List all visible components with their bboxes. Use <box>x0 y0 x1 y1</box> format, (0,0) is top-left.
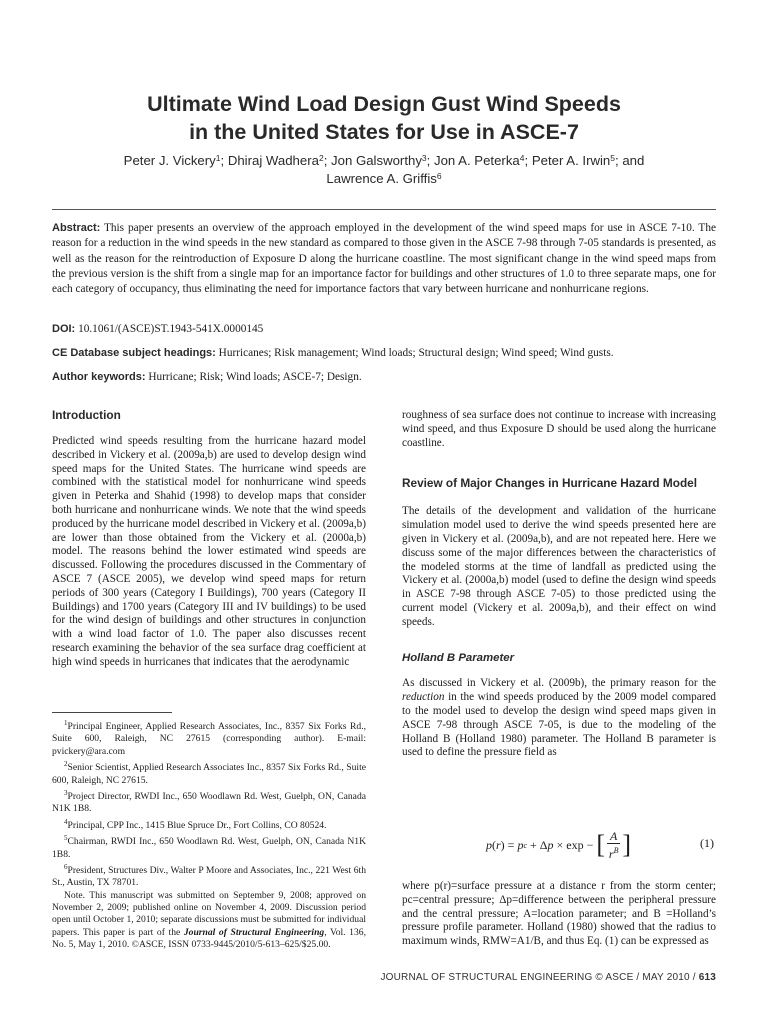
abstract-text: This paper presents an overview of the approach employed in the development of the wind speed maps for use in ASCE 7-10. The reason for a reduction in the wind speeds in the new standard as compared to those given in the ASCE 7-98 through 7-05 standards is presented, as well as the reason for the reintroduction of Exposure D along the hurricane coastline. The most significant change in the wind speed maps from the previous version is the shift from a single map for an importance factor for buildings and other structures of 1.0 to three separate maps, one for each category of occupancy, thus eliminating the need for importance factors that vary between hurricane and nonhurricane regions. <box>52 222 716 296</box>
author: Peter A. Irwin$^5$; and <box>531 153 645 168</box>
right-column <box>402 409 716 760</box>
paper-title <box>0 90 768 146</box>
footnote: $^4$Principal, CPP Inc., 1415 Blue Spruce Dr., Fort Collins, CO 80524. <box>64 817 327 831</box>
continued-paragraph: roughness of sea surface does not continue to increase with increasing wind speed, and thus Exposure D should be used along the hurricane coastline. <box>402 409 716 449</box>
author: Jon A. Peterka$^4$; <box>433 153 532 168</box>
footnote: $^2$Senior Scientist, Applied Research Associates Inc., 8357 Six Forks Rd., Suite 600, Raleigh, NC 27615. <box>52 760 366 786</box>
section-heading-review: Review of Major Changes in Hurricane Hazard Model <box>402 476 697 491</box>
journal-name: Journal of Structural Engineering <box>183 926 325 938</box>
footnote-divider <box>52 712 172 713</box>
subject-headings-text: Hurricanes; Risk management; Wind loads; Structural design; Wind speed; Wind gusts. <box>218 347 614 359</box>
left-column <box>52 408 366 670</box>
holland-paragraph: As discussed in Vickery et al. (2009b), the primary reason for the reduction in the wind speeds produced by the 2009 model compared to the model used to develop the design wind speed maps given in ASCE 7-98 through ASCE 7-05, is due to the modeling of the Holland B (Holland 1980) parameter. The Holland B parameter is used to define the pressure field as <box>402 677 717 759</box>
footnote: $^6$President, Structures Div., Walter P Moore and Associates, Inc., 221 West 6th St., Austin, TX 78701. <box>52 862 366 889</box>
review-paragraph: The details of the development and validation of the hurricane simulation model used to derive the wind speeds presented here are given in Vickery et al. (2009a,b), and are not repeated here. Here we discuss some of the major differences between the characteristics of the modeled storms at the time of landfall as predicted using the Vickery et al. (2000a,b) model (used to define the design wind speeds in ASCE 7-98 through ASCE 7-05) to those predicted using the current model (Vickery et al. 2009a,b), and their effect on wind speeds. <box>402 505 716 628</box>
footnote: $^3$Project Director, RWDI Inc., 650 Woodlawn Rd. West, Guelph, ON, Canada N1K 1B8. <box>52 788 366 815</box>
equation-explanation: where p(r)=surface pressure at a distance r from the storm center; pc=central pressure; Δp=difference between the peripheral pressure and the central pressure; A=location parameter; and B =Holland’s pressure profile parameter. Holland (1980) showed that the radius to maximum winds, RMW=A1/B, and thus Eq. (1) can be expressed as <box>402 880 716 948</box>
author: Jon Galsworthy$^3$; <box>331 153 434 168</box>
section-heading-introduction: Introduction <box>52 408 121 422</box>
submission-note: Note. This manuscript was submitted on September 9, 2008; approved on November 2, 2009; published online on November 4, 2009. Discussion period open until October 1, 2010; separate discussions must be submitted for individual papers. This paper is part of the Journal of Structural Engineering, Vol. 136, No. 5, May 1, 2010. ©ASCE, ISSN 0733-9445/2010/5-613–625/$25.00. <box>52 889 366 950</box>
author-list <box>60 152 708 188</box>
author: Dhiraj Wadhera$^2$; <box>227 153 332 168</box>
keywords-label: Author keywords: <box>52 371 146 383</box>
subsection-heading-holland: Holland B Parameter <box>402 651 515 664</box>
page-number: 613 <box>698 972 716 983</box>
equation-1 <box>402 823 716 867</box>
intro-paragraph: Predicted wind speeds resulting from the hurricane hazard model described in Vickery et al. (2009a,b) are used to develop design wind speed maps for the United States. The hurricane wind speeds are combined with the statistical model for nonhurricane wind speeds given in Peterka and Shahid (1998) to develop maps that consider both hurricane and nonhurricane winds. We note that the wind speeds produced by the hurricane model described in Vickery et al. (2009a,b) are lower than those obtained from the Vickery et al. (2000a,b) model. The reasons behind the lower estimated wind speeds are discussed. Following the procedures discussed in the Commentary of ASCE 7 (ASCE 2005), we develop wind speed maps for return periods of 300 years (Category I Buildings), 700 years (Category II Buildings) and 1700 years (Category III and IV buildings) to be used for the wind design of buildings and other structures in conjunction with a wind load factor of 1.0. The paper also discusses recent research examining the behavior of the sea surface drag coefficient at high wind speeds in hurricanes that indicates that the aerodynamic <box>52 435 366 668</box>
abstract <box>52 221 716 297</box>
doi-link[interactable]: 10.1061/(ASCE)ST.1943-541X.0000145 <box>78 323 264 335</box>
footnotes <box>52 717 366 951</box>
keywords-text: Hurricane; Risk; Wind loads; ASCE-7; Design. <box>148 371 362 383</box>
page-footer <box>380 972 716 983</box>
doi <box>52 322 716 337</box>
title-line-1: Ultimate Wind Load Design Gust Wind Speeds <box>147 92 621 116</box>
footer-journal: JOURNAL OF STRUCTURAL ENGINEERING © ASCE / MAY 2010 / <box>380 972 699 983</box>
doi-label: DOI: <box>52 323 76 335</box>
author-keywords <box>52 370 716 385</box>
title-line-2: in the United States for Use in ASCE-7 <box>189 120 579 144</box>
equation-expression: p ( r ) = p c + Δ p × exp − [ $\frac{A}{r^B}$ ] <box>486 829 632 861</box>
subject-headings <box>52 346 716 361</box>
author: Lawrence A. Griffis$^6$ <box>326 171 442 186</box>
footnote: $^5$Chairman, RWDI Inc., 650 Woodlawn Rd. West, Guelph, ON, Canada N1K 1B8. <box>52 834 366 860</box>
equation-number: (1) <box>700 836 714 850</box>
subject-headings-label: CE Database subject headings: <box>52 347 216 359</box>
header-divider <box>52 209 716 210</box>
footnote: $^1$Principal Engineer, Applied Research Associates, Inc., 8357 Six Forks Rd., Suite 600, Raleigh, NC 27615 (corresponding author). E-mail: pvickery@ara.com <box>52 719 366 757</box>
abstract-label: Abstract: <box>52 222 101 234</box>
right-column-continued <box>402 880 716 949</box>
author: Peter J. Vickery$^1$; <box>123 153 228 168</box>
